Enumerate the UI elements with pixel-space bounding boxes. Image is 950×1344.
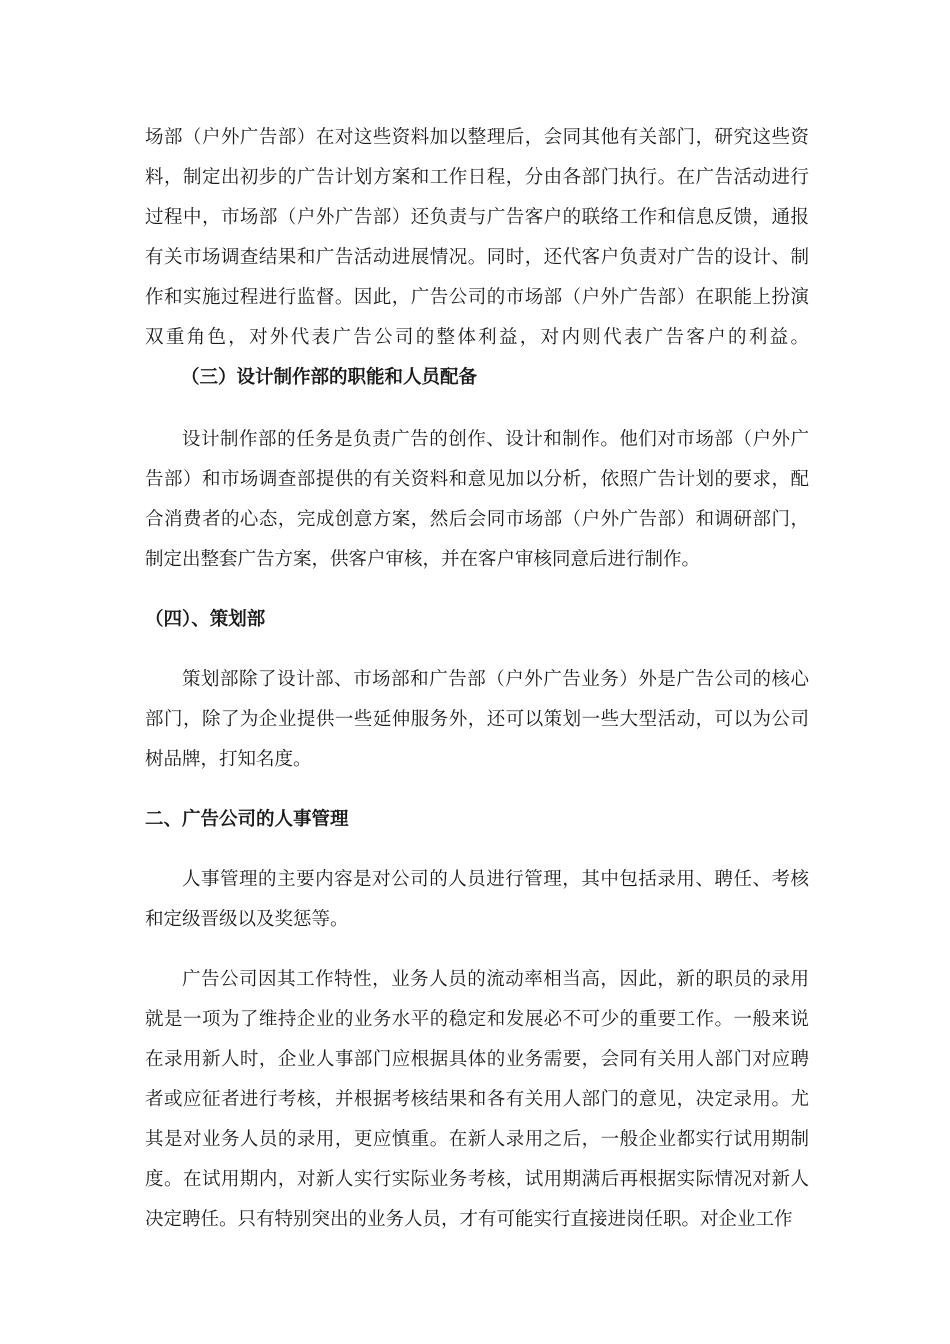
paragraph-planning-department: 策划部除了设计部、市场部和广告部（户外广告业务）外是广告公司的核心部门，除了为企业提供一些延伸服务外，还可以策划一些大型活动，可以为公司树品牌，打知名度。 [145, 669, 809, 770]
paragraph-personnel-intro: 人事管理的主要内容是对公司的人员进行管理，其中包括录用、聘任、考核和定级晋级以及奖惩等。 [145, 869, 809, 930]
paragraph-text: 场部（户外广告部）在对这些资料加以整理后，会同其他有关部门，研究这些资料，制定出初步的广告计划方案和工作日程，分由各部门执行。在广告活动进行过程中，市场部（户外广告部）还负责与广告客户的联络工作和信息反馈，通报有关市场调查结果和广告活动进展情况。同时，还代客户负责对广告的设计、制作和实施过程进行监督。因此，广告公司的市场部（户外广告部）在职能上扮演双重角色，对外代表广告公司的整体利益，对内则代表广告客户的利益。 [145, 127, 809, 348]
paragraph-market-department [145, 118, 809, 398]
paragraph-recruitment: 广告公司因其工作特性，业务人员的流动率相当高，因此，新的职员的录用就是一项为了维持企业的业务水平的稳定和发展必不可少的重要工作。一般来说在录用新人时，企业人事部门应根据具体的业务需要，会同有关用人部门对应聘者或应征者进行考核，并根据考核结果和各有关用人部门的意见，决定录用。尤其是对业务人员的录用，更应慎重。在新人录用之后，一般企业都实行试用期制度。在试用期内，对新人实行实际业务考核，试用期满后再根据实际情况对新人决定聘任。只有特别突出的业务人员，才有可能实行直接进岗任职。对企业工作 [145, 969, 809, 1230]
section-heading-planning-department: （四）、策划部 [145, 609, 266, 630]
paragraph-design-department: 设计制作部的任务是负责广告的创作、设计和制作。他们对市场部（户外广告部）和市场调查部提供的有关资料和意见加以分析，依照广告计划的要求，配合消费者的心态，完成创意方案，然后会同市场部（户外广告部）和调研部门，制定出整套广告方案，供客户审核，并在客户审核同意后进行制作。 [145, 429, 809, 570]
section-heading-personnel-management: 二、广告公司的人事管理 [145, 809, 349, 830]
section-heading-design-department: （三）设计制作部的职能和人员配备 [181, 367, 478, 388]
document-page [145, 118, 809, 1240]
